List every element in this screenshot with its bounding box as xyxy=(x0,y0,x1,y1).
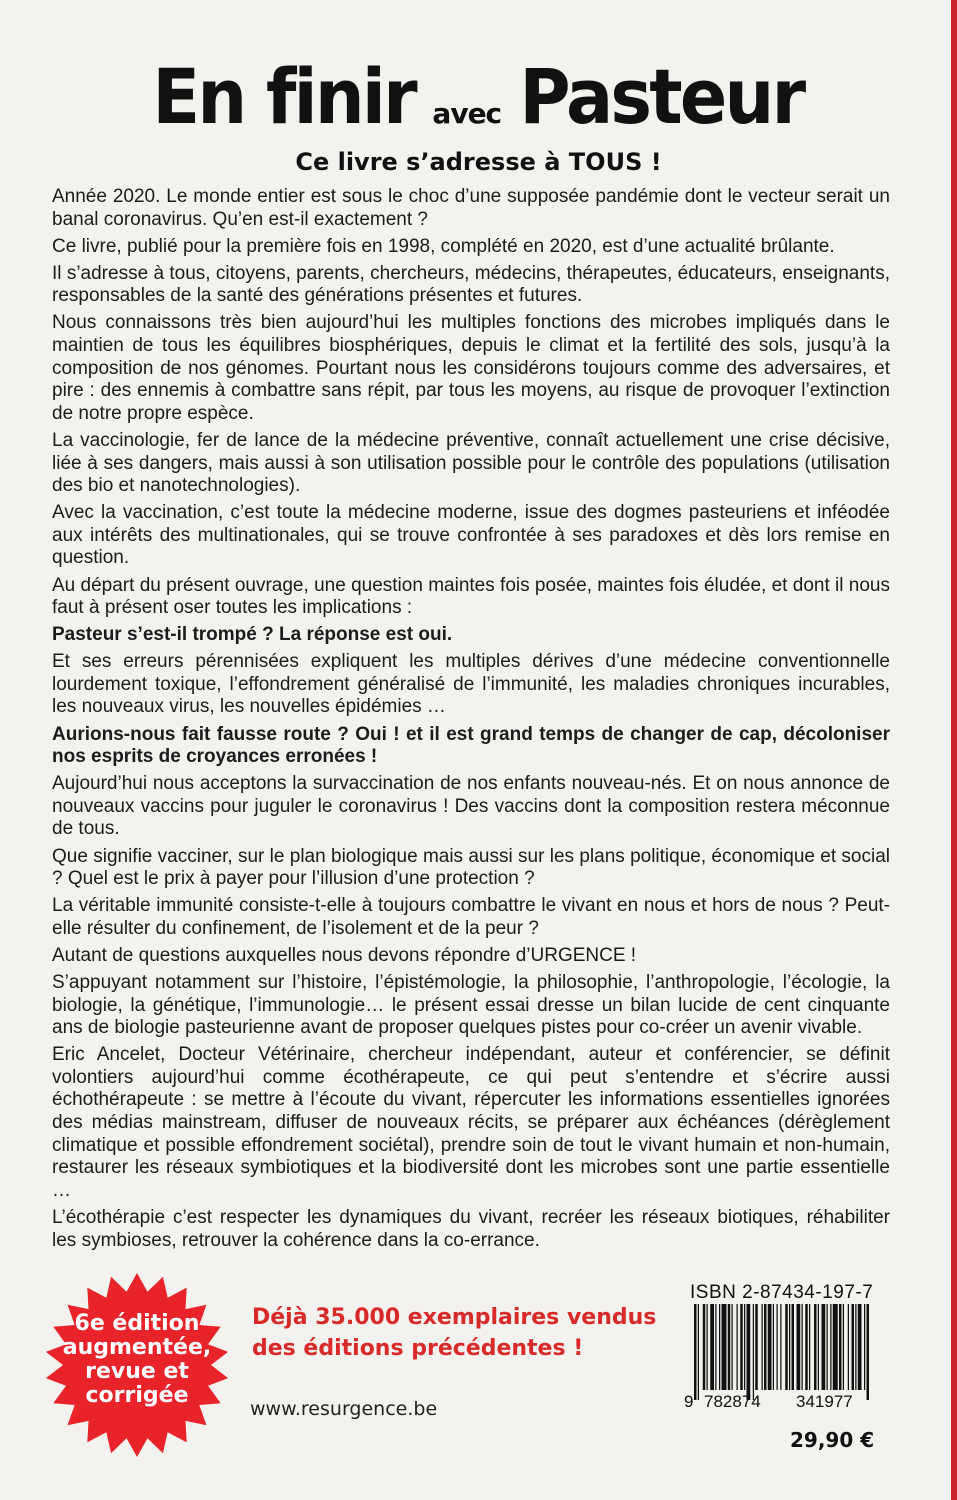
sales-line1: Déjà 35.000 exemplaires vendus xyxy=(252,1305,657,1330)
blurb-paragraph: Avec la vaccination, c’est toute la médecine moderne, issue des dogmes pasteuriens et inféodée aux intérêts des multinationales, qui se trouve confrontée à ses paradoxes et dès lors remise en question. xyxy=(52,502,890,569)
blurb-paragraph: Et ses erreurs pérennisées expliquent les multiples dérives d’une médecine conventionnelle lourdement toxique, l’effondrement généralisé de l’immunité, les maladies chroniques incurables, les nouveaux virus, les nouvelles épidémies … xyxy=(52,651,890,718)
sales-line2: des éditions précédentes ! xyxy=(252,1336,584,1361)
blurb-paragraph: Année 2020. Le monde entier est sous le choc d’une supposée pandémie dont le vecteur serait un banal coronavirus. Qu’en est-il exactement ? xyxy=(52,186,890,230)
blurb-paragraph: S’appuyant notamment sur l’histoire, l’épistémologie, la philosophie, l’anthropologie, l’écologie, la biologie, la génétique, l’immunologie… le présent essai dresse un bilan lucide de cent cinquante ans de biologie pasteurienne avant de proposer quelques pistes pour co-créer un avenir vivable. xyxy=(52,972,890,1039)
price: 29,90 € xyxy=(790,1428,875,1452)
blurb-paragraph: Il s’adresse à tous, citoyens, parents, chercheurs, médecins, thérapeutes, éducateurs, enseignants, responsables de la santé des générations présentes et futures. xyxy=(52,262,890,307)
subtitle: Ce livre s’adresse à TOUS ! xyxy=(295,148,662,176)
blurb-paragraph: Au départ du présent ouvrage, une question maintes fois posée, maintes fois éludée, et dont il nous faut à présent oser toutes les implications : xyxy=(52,574,890,619)
blurb-paragraph: Nous connaissons très bien aujourd’hui les multiples fonctions des microbes impliqués dans le maintien de tous les équilibres biosphériques, depuis le climat et la fertilité des sols, jusqu’à la composition de nos génomes. Pourtant nous les considérons toujours comme des adversaires, et pire : des ennemis à combattre sans répit, par tous les moyens, au risque de provoquer l’extinction de notre propre espèce. xyxy=(52,312,890,424)
book-title xyxy=(0,52,957,141)
title-connector: avec xyxy=(432,97,502,130)
barcode-group-right: 341977 xyxy=(796,1392,853,1411)
blurb-paragraph: La vaccinologie, fer de lance de la médecine préventive, connaît actuellement une crise décisive, liée à ses dangers, mais aussi à son utilisation possible pour le contrôle des populations (utilisation des bio et nanotechnologies). xyxy=(52,429,890,497)
cover-edge xyxy=(951,0,957,1500)
publisher-website: www.resurgence.be xyxy=(250,1398,438,1420)
isbn-label: ISBN 2-87434-197-7 xyxy=(690,1282,874,1303)
blurb-text xyxy=(52,186,890,1257)
title-part2: Pasteur xyxy=(519,52,804,141)
edition-badge-line1: 6e édition xyxy=(74,1311,200,1336)
barcode-digit-first: 9 xyxy=(684,1392,694,1411)
blurb-paragraph: Eric Ancelet, Docteur Vétérinaire, chercheur indépendant, auteur et conférencier, se définit volontiers aujourd’hui comme écothérapeute, ce qui peut s’entendre et s’écrire aussi échothérapeute : se mettre à l’écoute du vivant, répercuter les informations essentielles ignorées des médias mainstream, diffuser de nouveaux récits, se préparer aux échéances (dérèglement climatique et possible effondrement sociétal), prendre soin de tout le vivant humain et non-humain, restaurer les réseaux symbiotiques et la biodiversité dont les microbes sont une partie essentielle … xyxy=(52,1044,890,1201)
blurb-paragraph: Aujourd’hui nous acceptons la survaccination de nos enfants nouveau-nés. Et on nous annonce de nouveaux vaccins pour juguler le coronavirus ! Des vaccins dont la composition restera méconnue de tous. xyxy=(52,773,890,840)
edition-badge-line4: corrigée xyxy=(85,1383,189,1408)
edition-badge-line2: augmentée, xyxy=(62,1335,212,1360)
blurb-paragraph: Que signifie vacciner, sur le plan biologique mais aussi sur les plans politique, économique et social ? Quel est le prix à payer pour l’illusion d’une protection ? xyxy=(52,845,890,890)
barcode-group-left: 782874 xyxy=(704,1392,761,1411)
edition-badge-line3: revue et xyxy=(85,1359,189,1384)
blurb-paragraph: Autant de questions auxquelles nous devons répondre d’URGENCE ! xyxy=(52,944,637,966)
sales-claim xyxy=(252,1302,672,1364)
blurb-paragraph: Pasteur s’est-il trompé ? La réponse est oui. xyxy=(52,624,453,646)
blurb-paragraph: Aurions-nous fait fausse route ? Oui ! et il est grand temps de changer de cap, décoloniser nos esprits de croyances erronées ! xyxy=(52,723,890,768)
blurb-paragraph: La véritable immunité consiste-t-elle à toujours combattre le vivant en nous et hors de nous ? Peut-elle résulter du confinement, de l’isolement et de la peur ? xyxy=(52,895,890,939)
edition-badge-text xyxy=(44,1312,230,1408)
title-part1: En finir xyxy=(152,52,416,141)
blurb-paragraph: L’écothérapie c’est respecter les dynamiques du vivant, recréer les réseaux biotiques, réhabiliter les symbioses, retrouver la cohérence dans la co-errance. xyxy=(52,1206,890,1251)
blurb-paragraph: Ce livre, publié pour la première fois en 1998, complété en 2020, est d’une actualité brûlante. xyxy=(52,235,835,257)
